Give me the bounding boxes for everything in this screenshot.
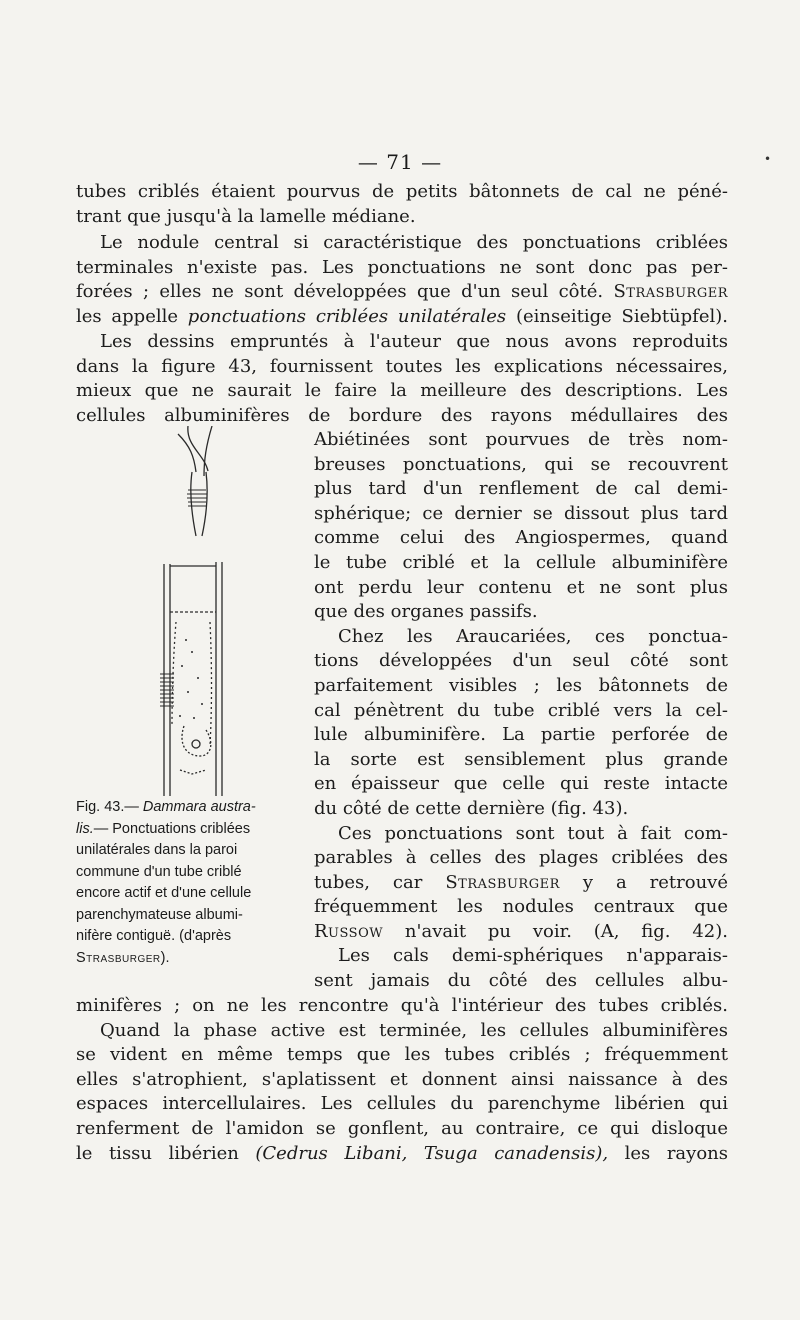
caption-line bbox=[76, 948, 296, 970]
author-name: Strasburger bbox=[76, 949, 161, 966]
text-line: la sorte est sensiblement plus grande bbox=[314, 748, 728, 770]
text-line: se vident en même temps que les tubes criblés ; fréquemment bbox=[76, 1044, 728, 1066]
text-line bbox=[314, 920, 728, 945]
page-mark: • bbox=[764, 152, 772, 166]
text-line: que des organes passifs. bbox=[314, 601, 538, 623]
text-line: le tube criblé et la cellule albuminifère bbox=[314, 551, 728, 573]
caption-line bbox=[76, 797, 296, 819]
italic-term: ponctuations criblées unilatérales bbox=[187, 305, 507, 327]
text-line: Chez les Araucariées, ces ponctua- bbox=[338, 625, 728, 647]
caption-line: encore actif et d'une cellule bbox=[76, 885, 252, 901]
text-line: lule albuminifère. La partie perforée de bbox=[314, 724, 728, 746]
text-line: dans la figure 43, fournissent toutes les explications nécessaires, bbox=[76, 355, 728, 377]
text-line bbox=[76, 1142, 728, 1167]
text-line: cal pénètrent du tube criblé vers la cel- bbox=[314, 699, 728, 721]
text-line: en épaisseur que celle qui reste intacte bbox=[314, 773, 728, 795]
paragraph-bottom bbox=[76, 994, 728, 1166]
text-line: minifères ; on ne les rencontre qu'à l'intérieur des tubes criblés. bbox=[76, 995, 728, 1016]
text-line: Abiétinées sont pourvues de très nom- bbox=[314, 429, 728, 450]
text-fragment: y a retrouvé bbox=[559, 871, 728, 893]
text-line: fréquemment les nodules centraux que bbox=[314, 896, 728, 918]
right-column-text bbox=[314, 428, 728, 994]
caption-line: parenchymateuse albumi- bbox=[76, 906, 243, 923]
text-line: Le nodule central si caractéristique des ponctuations criblées bbox=[100, 232, 728, 253]
text-line: espaces intercellulaires. Les cellules du parenchyme libérien qui bbox=[76, 1093, 728, 1115]
caption-line: unilatérales dans la paroi bbox=[76, 842, 238, 858]
text-fragment: n'avait pu voir. (A, fig. 42). bbox=[383, 920, 728, 942]
text-line bbox=[76, 280, 728, 305]
author-name: Russow bbox=[314, 920, 384, 942]
page-number: — 71 — bbox=[357, 150, 443, 174]
text-fragment: les rayons bbox=[608, 1142, 729, 1164]
author-name: Strasburger bbox=[613, 281, 728, 303]
text-line: terminales n'existe pas. Les ponctuations ne sont donc pas per- bbox=[76, 256, 728, 278]
text-line: sphérique; ce dernier se dissout plus tard bbox=[314, 502, 728, 524]
text-line: Les cals demi-sphériques n'apparais- bbox=[338, 945, 728, 967]
text-fragment: tubes, car bbox=[314, 871, 446, 893]
caption-line bbox=[76, 819, 296, 841]
text-line: renferment de l'amidon se gonflent, au contraire, ce qui disloque bbox=[76, 1117, 728, 1139]
text-line: du côté de cette dernière (fig. 43). bbox=[314, 797, 629, 819]
paragraph-2 bbox=[76, 231, 728, 329]
species-name: Dammara austra- bbox=[142, 799, 256, 815]
text-line: plus tard d'un renflement de cal demi- bbox=[314, 478, 728, 500]
text-line: ont perdu leur contenu et ne sont plus bbox=[314, 576, 728, 598]
text-line bbox=[314, 871, 728, 896]
text-line: Les dessins empruntés à l'auteur que nous avons reproduits bbox=[100, 331, 728, 352]
text-fragment: (einseitige Siebtüpfel). bbox=[506, 305, 728, 327]
species-name-end: lis. bbox=[76, 820, 94, 837]
text-line bbox=[76, 305, 728, 330]
caption-line: nifère contiguë. (d'après bbox=[76, 928, 232, 944]
author-name: Strasburger bbox=[445, 871, 560, 893]
text-line: sent jamais du côté des cellules albu- bbox=[314, 970, 728, 992]
text-line: trant que jusqu'à la lamelle médiane. bbox=[76, 205, 416, 227]
caption-line: commune d'un tube criblé bbox=[76, 863, 242, 880]
italic-term: (Cedrus Libani, Tsuga canadensis), bbox=[255, 1142, 609, 1164]
text-fragment: forées ; elles ne sont développées que d'un seul côté. bbox=[76, 281, 604, 303]
figure-label: Fig. 43.— bbox=[76, 799, 139, 815]
paragraph-3 bbox=[76, 330, 728, 428]
text-line: tions développées d'un seul côté sont bbox=[314, 650, 728, 672]
text-fragment: le tissu libérien bbox=[76, 1142, 256, 1164]
text-line: parfaitement visibles ; les bâtonnets de bbox=[314, 674, 728, 696]
caption-text: — Ponctuations criblées bbox=[93, 820, 251, 837]
text-line: tubes criblés étaient pourvus de petits bâtonnets de cal ne péné- bbox=[76, 181, 728, 202]
text-fragment: les appelle bbox=[76, 305, 188, 327]
text-line: cellules albuminifères de bordure des rayons médullaires des bbox=[76, 404, 728, 426]
figure-43-drawing bbox=[120, 426, 250, 796]
text-line: elles s'atrophient, s'aplatissent et donnent ainsi naissance à des bbox=[76, 1068, 728, 1090]
text-line: Quand la phase active est terminée, les cellules albuminifères bbox=[100, 1019, 728, 1041]
text-line: comme celui des Angiospermes, quand bbox=[314, 527, 728, 549]
caption-text: ). bbox=[160, 949, 170, 966]
text-line: breuses ponctuations, qui se recouvrent bbox=[314, 453, 728, 475]
paragraph-1 bbox=[76, 180, 728, 229]
text-line: mieux que ne saurait le faire la meilleure des descriptions. Les bbox=[76, 380, 728, 402]
text-line: Ces ponctuations sont tout à fait com- bbox=[338, 822, 728, 844]
text-line: parables à celles des plages criblées des bbox=[314, 847, 728, 869]
figure-caption bbox=[76, 797, 296, 969]
